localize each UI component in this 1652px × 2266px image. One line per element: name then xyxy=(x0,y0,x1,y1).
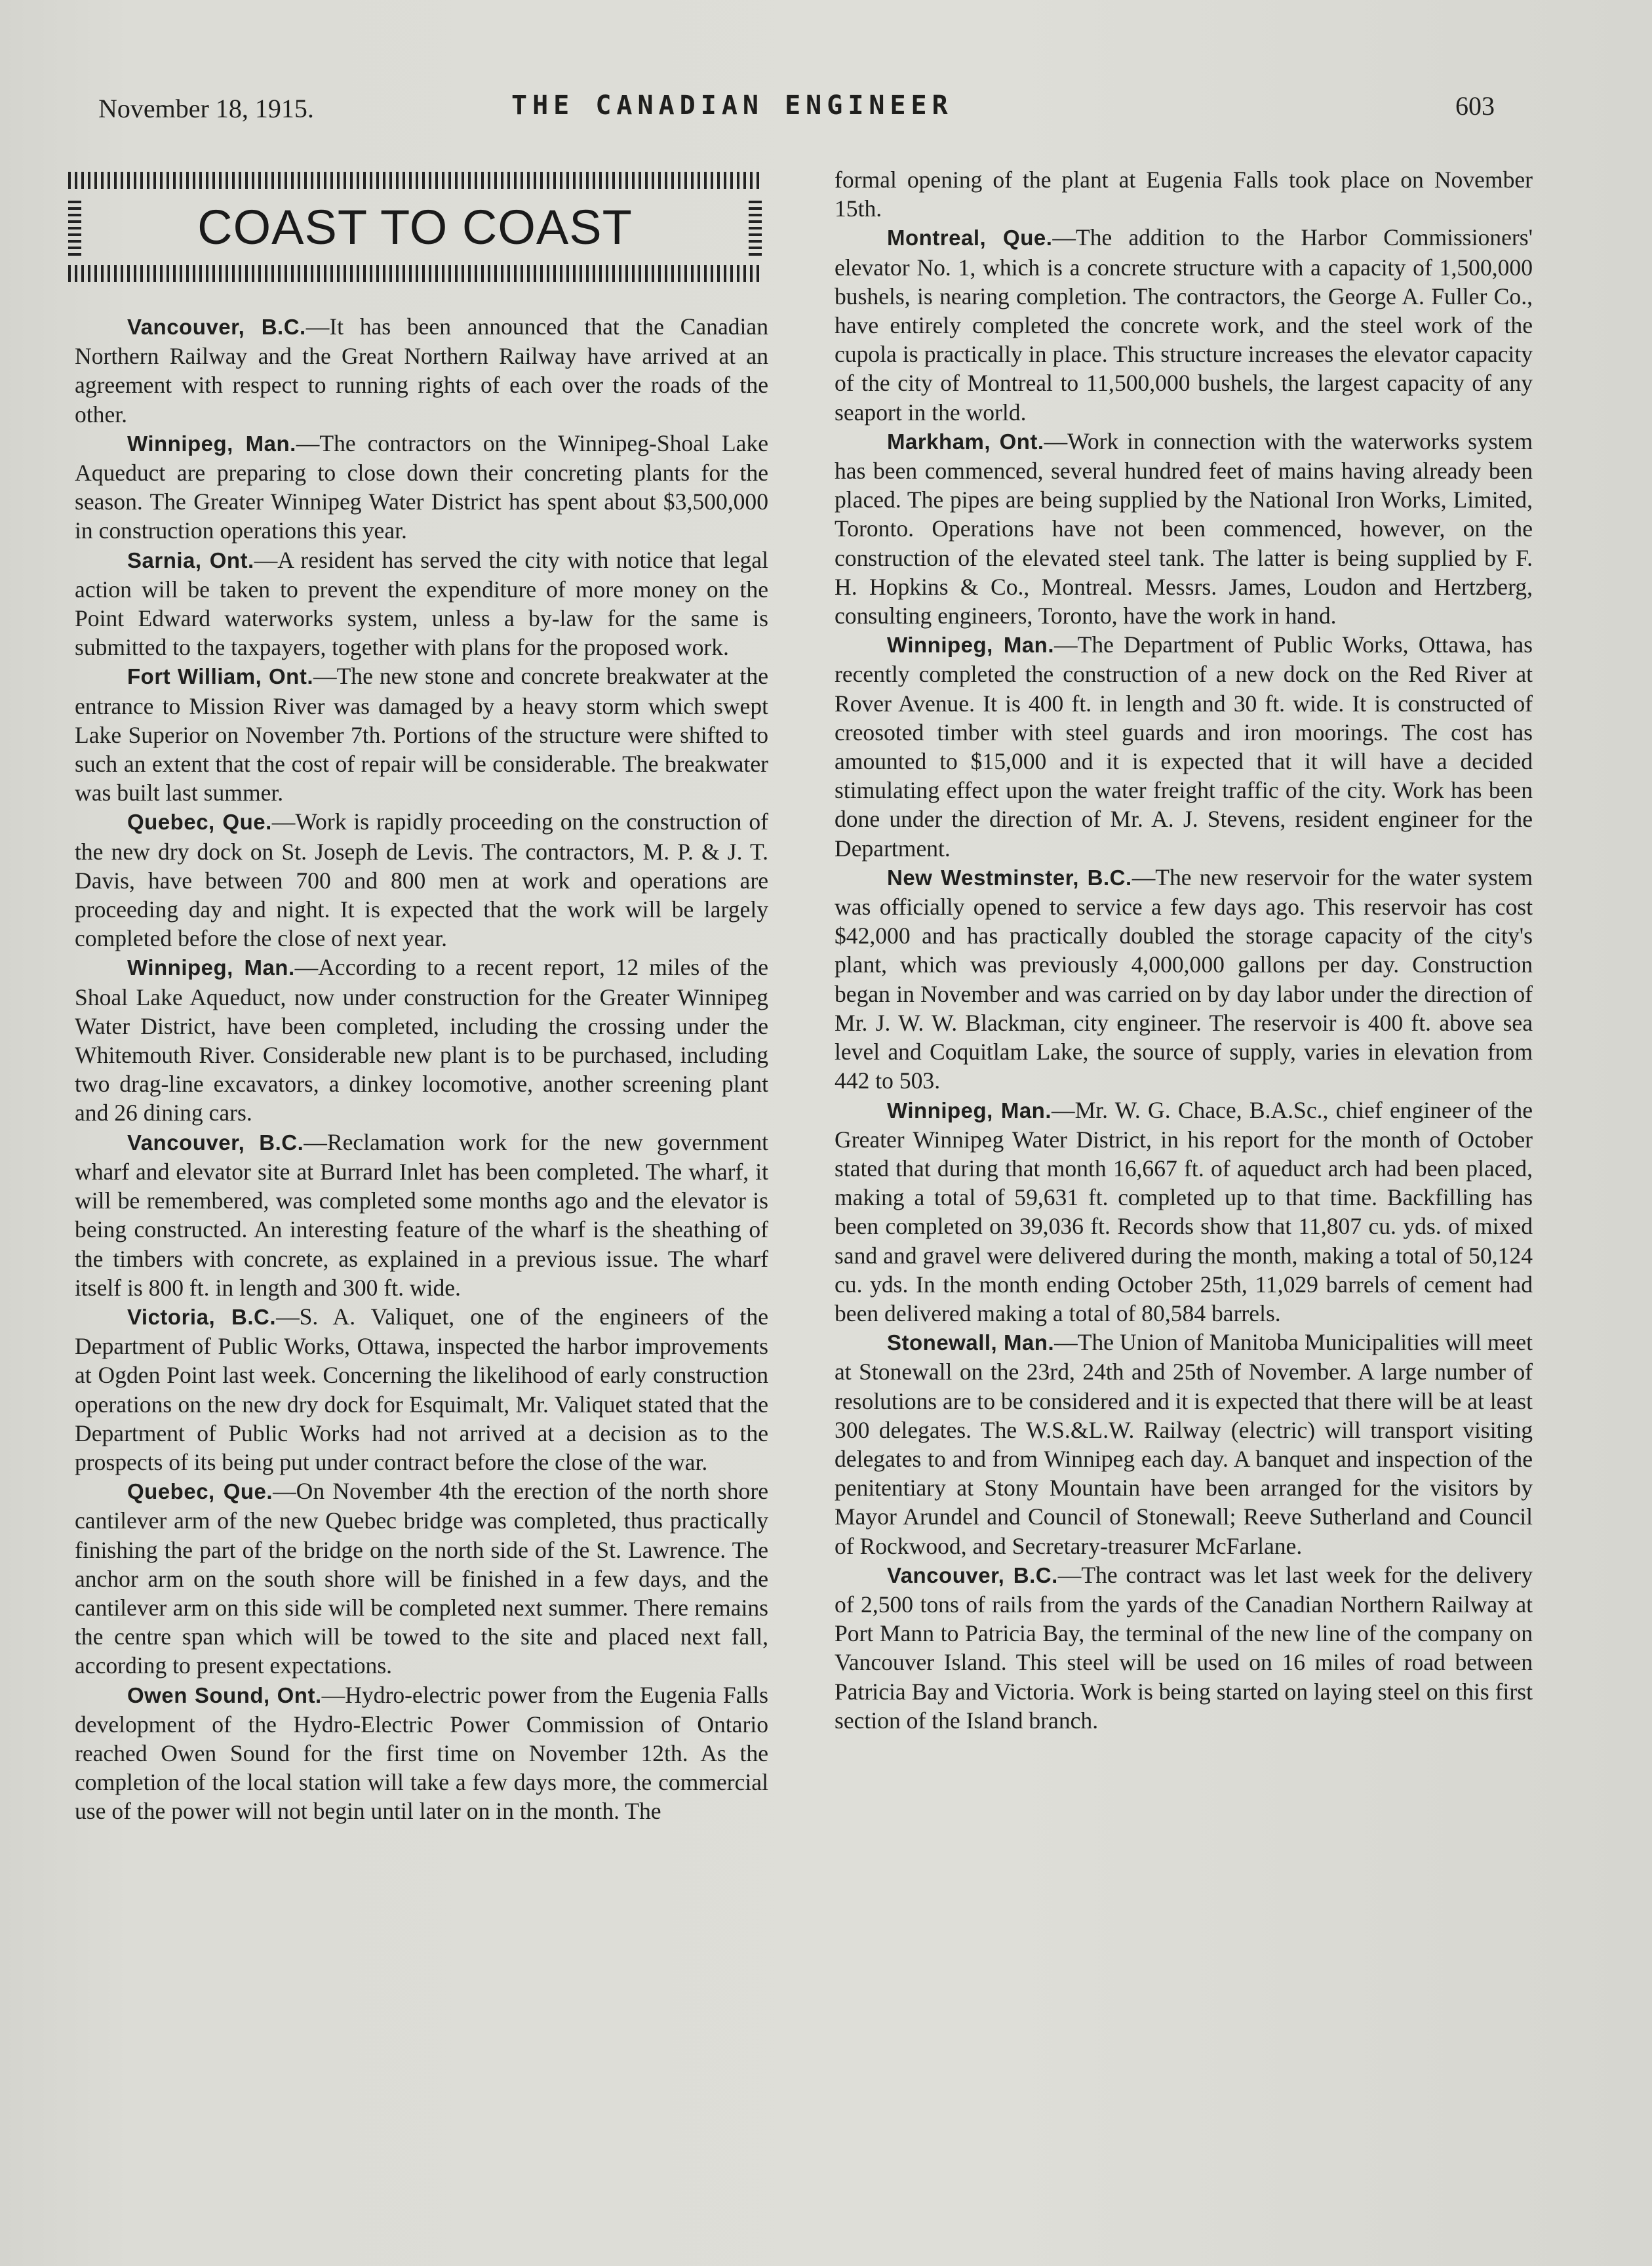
item-place: Vancouver, B.C. xyxy=(887,1562,1058,1587)
item-text: —The contract was let last week for the delivery of 2,500 tons of rails from the yards of the Canadian Northern Railway at Port Mann to Patricia Bay, the terminal of the new line of the company on Vancouver Island. This steel will be used on 16 miles of road between Patricia Bay and Victoria. Work is being started on laying steel on this first section of the Island branch. xyxy=(835,1561,1533,1734)
news-item xyxy=(835,1328,1533,1560)
item-place: Winnipeg, Man. xyxy=(887,633,1055,658)
item-text: —Hydro-electric power from the Eugenia Falls development of the Hydro-Electric Power Commission of Ontario reached Owen Sound for the first time on November 12th. As the completion of the local station will take a few days more, the commercial use of the power will not begin until later on in the month. The xyxy=(75,1681,768,1825)
page-number: 603 xyxy=(1455,91,1495,121)
item-place: New Westminster, B.C. xyxy=(887,865,1132,890)
item-text: —A resident has served the city with notice that legal action will be taken to prevent the expenditure of more money on the Point Edward waterworks system, unless a by-law for the same is submitted to the taxpayers, together with plans for the proposed work. xyxy=(75,546,768,661)
item-text: —It has been announced that the Canadian Northern Railway and the Great Northern Railway have arrived at an agreement with respect to running rights of each over the roads of the other. xyxy=(75,313,769,427)
continued-text: formal opening of the plant at Eugenia Falls took place on November 15th. xyxy=(835,167,1533,222)
item-text: —The new reservoir for the water system was officially opened to service a few days ago. This reservoir has cost $42,000 and has practically doubled the storage capacity of the city's plant, which was previously 4,000,000 gallons per day. Construction began in November and was carried on by day labor under the direction of Mr. J. W. W. Blackman, city engineer. The reservoir is 400 ft. above sea level and Coquitlam Lake, the source of supply, varies in elevation from 442 to 503. xyxy=(835,864,1533,1094)
news-item xyxy=(835,630,1533,863)
item-text: —S. A. Valiquet, one of the engineers of the Department of Public Works, Ottawa, inspected the harbor improvements at Ogden Point last week. Concerning the likelihood of early construction operations on the new dry dock for Esquimalt, Mr. Valiquet stated that the Department of Public Works had not arrived at a decision as to the prospects of its being put under contract before the close of the war. xyxy=(75,1303,768,1475)
news-item xyxy=(75,429,768,546)
item-place: Quebec, Que. xyxy=(127,1479,273,1504)
item-text: —According to a recent report, 12 miles of the Shoal Lake Aqueduct, now under construction for the Greater Winnipeg Water District, have been completed, including the crossing under the Whitemouth River. Considerable new plant is to be purchased, including two drag-line excavators, a dinkey locomotive, another screening plant and 26 dining cars. xyxy=(75,954,768,1126)
item-text: —Work in connection with the waterworks system has been commenced, several hundred feet of mains having already been placed. The pipes are being supplied by the National Iron Works, Limited, Toronto. Operations have not been commenced, however, on the construction of the elevated steel tank. The latter is being supplied by F. H. Hopkins & Co., Montreal. Messrs. James, Loudon and Hertzberg, consulting engineers, Toronto, have the work in hand. xyxy=(835,427,1533,629)
item-place: Vancouver, B.C. xyxy=(127,315,306,339)
banner-hatch-bottom xyxy=(68,265,762,282)
item-place: Winnipeg, Man. xyxy=(887,1098,1052,1123)
item-text: —The new stone and concrete breakwater at the entrance to Mission River was damaged by a heavy storm which swept Lake Superior on November 7th. Portions of the structure were shifted to such an extent that the cost of repair will be considerable. The breakwater was built last summer. xyxy=(75,663,768,806)
item-text: —On November 4th the erection of the north shore cantilever arm of the new Quebec bridge was completed, thus practically finishing the part of the bridge on the north side of the St. Lawrence. The anchor arm on the south shore will be finished in a few days, and the cantilever arm on this side will be completed next summer. There remains the centre span which will be towed to the site and placed next fall, according to present expectations. xyxy=(75,1478,768,1679)
item-place: Owen Sound, Ont. xyxy=(127,1682,322,1707)
news-item xyxy=(75,1128,768,1302)
issue-date: November 18, 1915. xyxy=(98,94,314,123)
item-place: Victoria, B.C. xyxy=(127,1304,277,1329)
news-item xyxy=(75,546,768,662)
journal-title: THE CANADIAN ENGINEER xyxy=(511,90,953,121)
news-item xyxy=(75,312,768,429)
section-title: COAST TO COAST xyxy=(197,200,633,254)
item-place: Winnipeg, Man. xyxy=(127,431,296,456)
banner-frame xyxy=(88,195,742,258)
news-item xyxy=(75,1477,768,1680)
banner-hatch-left xyxy=(68,198,81,256)
item-text: —The addition to the Harbor Commissioners' elevator No. 1, which is a concrete structure with a capacity of 1,500,000 bushels, is nearing completion. The contractors, the George A. Fuller Co., have entirely completed the concrete work, and the steel work of the cupola is practically in place. This structure increases the elevator capacity of the city of Montreal to 11,500,000 bushels, the largest capacity of any seaport in the world. xyxy=(835,224,1533,426)
news-item xyxy=(835,1096,1533,1328)
item-place: Stonewall, Man. xyxy=(887,1330,1055,1355)
news-item xyxy=(835,223,1533,426)
item-text: —Work is rapidly proceeding on the construction of the new dry dock on St. Joseph de Levis. The contractors, M. P. & J. T. Davis, have between 700 and 800 men at work and operations are proceeding day and night. It is expected that the work will be largely completed before the close of next year. xyxy=(75,808,768,952)
left-column xyxy=(75,312,768,1826)
item-place: Markham, Ont. xyxy=(887,429,1044,454)
item-place: Montreal, Que. xyxy=(887,226,1053,250)
section-banner xyxy=(68,172,762,282)
running-head xyxy=(92,84,1501,130)
item-text: —The Department of Public Works, Ottawa, has recently completed the construction of a new dock on the Red River at Rover Avenue. It is 400 ft. in length and 30 ft. wide. It is constructed of creosoted timber with steel guards and iron moorings. The cost has amounted to $15,000 and it is expected that it will have a decided stimulating effect upon the water freight traffic of the city. Work has been done under the direction of Mr. A. J. Stevens, resident engineer for the Department. xyxy=(835,631,1533,862)
item-place: Quebec, Que. xyxy=(127,810,272,835)
item-text: —Mr. W. G. Chace, B.A.Sc., chief engineer of the Greater Winnipeg Water District, in his report for the month of October stated that during that month 16,667 ft. of aqueduct arch had been placed, making a total of 59,631 ft. completed up to that time. Backfilling has been completed on 39,036 ft. Records show that 11,807 cu. yds. of mixed sand and gravel were delivered during the month, making a total of 50,124 cu. yds. In the month ending October 25th, 11,029 barrels of cement had been delivered making a total of 80,584 barrels. xyxy=(835,1096,1533,1326)
news-item xyxy=(75,662,768,807)
news-item xyxy=(75,1680,768,1826)
banner-hatch-right xyxy=(749,198,762,256)
item-place: Winnipeg, Man. xyxy=(127,955,295,980)
news-item xyxy=(835,1560,1533,1735)
item-place: Fort William, Ont. xyxy=(127,664,313,689)
banner-hatch-top xyxy=(68,172,762,189)
news-item xyxy=(75,953,768,1127)
right-column xyxy=(835,165,1533,1735)
item-place: Vancouver, B.C. xyxy=(127,1130,304,1155)
news-item xyxy=(835,863,1533,1096)
news-item xyxy=(75,1302,768,1477)
item-text: —The Union of Manitoba Municipalities will meet at Stonewall on the 23rd, 24th and 25th of November. A large number of resolutions are to be considered and it is expected that there will be at least 300 delegates. The W.S.&L.W. Railway (electric) will transport visiting delegates to and from Winnipeg each day. A banquet and inspection of the penitentiary at Stony Mountain have been arranged for the visitors by Mayor Arundel and Council of Stonewall; Reeve Sutherland and Council of Rockwood, and Secretary-treasurer McFarlane. xyxy=(835,1329,1533,1559)
item-text: —Reclamation work for the new government wharf and elevator site at Burrard Inlet has been completed. The wharf, it will be remembered, was completed some months ago and the elevator is being constructed. An interesting feature of the wharf is the sheathing of the timbers with concrete, as explained in a previous issue. The wharf itself is 800 ft. in length and 300 ft. wide. xyxy=(75,1128,768,1301)
item-text: —The contractors on the Winnipeg-Shoal Lake Aqueduct are preparing to close down their concreting plants for the season. The Greater Winnipeg Water District has spent about $3,500,000 in construction operations this year. xyxy=(75,429,768,544)
item-place: Sarnia, Ont. xyxy=(127,547,254,572)
news-item xyxy=(75,807,768,953)
news-item xyxy=(835,427,1533,630)
